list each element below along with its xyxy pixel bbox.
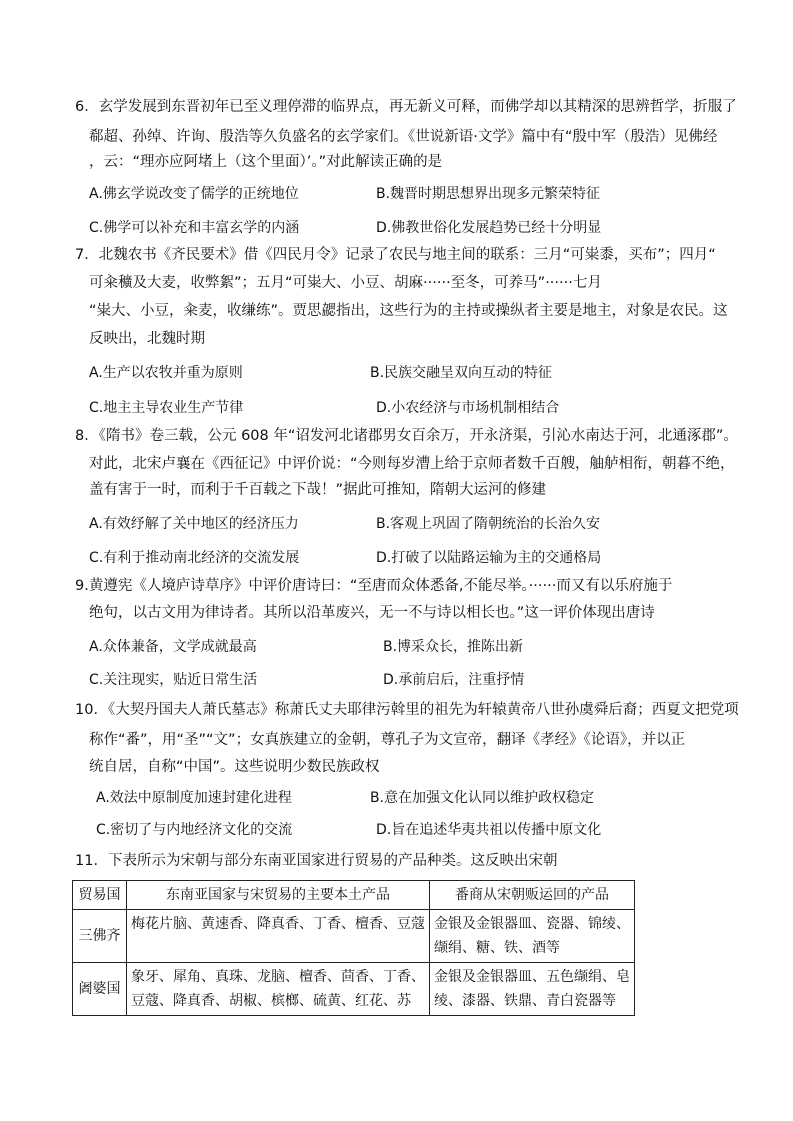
cell-text: 缬绢、糖、铁、酒等 — [434, 940, 560, 956]
cell-text: 梅花片脑、黄速香、降真香、丁香、檀香、豆蔻 — [131, 916, 425, 932]
q9-line-2: 绝句，以古文用为律诗者。其所以沿革废兴，无一不与诗以相长也。”这一评价体现出唐诗 — [89, 605, 655, 621]
q7-option-c[interactable]: C.地主主导农业生产节律 — [89, 400, 244, 416]
local-products-cell — [127, 910, 430, 963]
q7-option-b[interactable]: B.民族交融呈双向互动的特征 — [370, 365, 553, 381]
q7-line-4: 反映出，北魏时期 — [89, 331, 205, 347]
q10-line-2: 称作“番”，用“圣”“文”；女真族建立的金朝，尊孔子为文宣帝，翻译《孝经》《论语》，并以正 — [89, 732, 686, 748]
cell-text: 金银及金银器皿、瓷器、锦绫、 — [434, 916, 630, 932]
q6-option-a[interactable]: A.佛玄学说改变了儒学的正统地位 — [89, 186, 299, 202]
q7-option-d[interactable]: D.小农经济与市场机制相结合 — [376, 400, 560, 416]
q6-option-b[interactable]: B.魏晋时期思想界出现多元繁荣特征 — [376, 186, 601, 202]
q9-line-1: 9.黄遵宪《人境庐诗草序》中评价唐诗曰：“至唐而众体悉备,不能尽举。······而又有以乐府施于 — [75, 578, 673, 594]
local-products-cell — [127, 963, 430, 1016]
q8-line-3: 盖有害于一时，而利于千百载之下哉！”据此可推知，隋朝大运河的修建 — [89, 482, 547, 498]
trade-table — [72, 880, 635, 1016]
cell-text: 金银及金银器皿、五色缬绢、皂 — [434, 969, 630, 985]
table-row — [73, 910, 635, 963]
q10-line-3: 统自居，自称“中国”。这些说明少数民族政权 — [89, 759, 380, 775]
cell-text: 象牙、犀角、真珠、龙脑、檀香、茴香、丁香、 — [131, 969, 425, 985]
q8-line-1: 8．《隋书》卷三载，公元 608 年“诏发河北诸郡男女百余万，开永济渠，引沁水南达于河，北通涿郡”。 — [75, 428, 738, 444]
q9-option-a[interactable]: A.众体兼备，文学成就最高 — [89, 639, 257, 655]
country-cell: 三佛齐 — [73, 910, 127, 963]
q6-line-3: ，云：“理亦应阿堵上（这个里面）’。”对此解读正确的是 — [89, 154, 443, 170]
q6-line-1: 6．玄学发展到东晋初年已至义理停滞的临界点，再无新义可释，而佛学却以其精深的思辨哲学，折服了 — [75, 99, 737, 115]
q9-option-d[interactable]: D.承前启后，注重抒情 — [383, 672, 525, 688]
q8-option-d[interactable]: D.打破了以陆路运输为主的交通格局 — [376, 550, 602, 566]
q10-option-a[interactable]: A.效法中原制度加速封建化进程 — [96, 790, 292, 806]
imported-products-cell — [430, 910, 635, 963]
imported-products-cell — [430, 963, 635, 1016]
cell-text: 绫、漆器、铁鼎、青白瓷器等 — [434, 993, 616, 1009]
q8-line-2: 对此，北宋卢襄在《西征记》中评价说：“今则每岁漕上给于京师者数千百艘，舳舻相衔，朝暮不绝， — [89, 456, 735, 472]
q8-option-b[interactable]: B.客观上巩固了隋朝统治的长治久安 — [376, 516, 601, 532]
q7-line-1: 7．北魏农书《齐民要术》借《四民月令》记录了农民与地主间的联系：三月“可粜黍，买布”；四月“ — [75, 247, 716, 263]
q10-line-1: 10．《大契丹国夫人萧氏墓志》称萧氏丈夫耶律污斡里的祖先为轩辕黄帝八世孙虞舜后裔；西夏文把党项 — [75, 702, 739, 718]
q9-option-c[interactable]: C.关注现实，贴近日常生活 — [89, 672, 258, 688]
q6-option-c[interactable]: C.佛学可以补充和丰富玄学的内涵 — [89, 220, 300, 236]
q10-option-c[interactable]: C.密切了与内地经济文化的交流 — [96, 822, 293, 838]
q11-line-1: 11．下表所示为宋朝与部分东南亚国家进行贸易的产品种类。这反映出宋朝 — [75, 853, 558, 869]
q8-option-c[interactable]: C.有利于推动南北经济的交流发展 — [89, 550, 300, 566]
cell-text: 豆蔻、降真香、胡椒、槟榔、硫黄、红花、苏 — [131, 993, 411, 1009]
table-header-cell: 东南亚国家与宋贸易的主要本土产品 — [127, 881, 430, 910]
q6-option-d[interactable]: D.佛教世俗化发展趋势已经十分明显 — [376, 220, 602, 236]
q10-option-d[interactable]: D.旨在追述华夷共祖以传播中原文化 — [376, 822, 602, 838]
q7-line-2: 可籴穬及大麦，收弊絮”；五月“可粜大、小豆、胡麻······至冬，可养马”······七月 — [89, 275, 602, 291]
q7-line-3: “粜大、小豆，籴麦，收缣练”。贾思勰指出，这些行为的主持或操纵者主要是地主，对象是农民。这 — [89, 303, 728, 319]
table-row — [73, 963, 635, 1016]
q10-option-b[interactable]: B.意在加强文化认同以维护政权稳定 — [370, 790, 595, 806]
table-header-cell: 番商从宋朝贩运回的产品 — [430, 881, 635, 910]
table-header-row — [73, 881, 635, 910]
country-cell: 阇婆国 — [73, 963, 127, 1016]
q6-line-2: 郗超、孙绰、许询、殷浩等久负盛名的玄学家们。《世说新语·文学》篇中有“殷中军（殷浩）见佛经 — [89, 129, 718, 145]
q7-option-a[interactable]: A.生产以农牧并重为原则 — [89, 365, 243, 381]
table-header-cell: 贸易国 — [73, 881, 127, 910]
q8-option-a[interactable]: A.有效纾解了关中地区的经济压力 — [89, 516, 299, 532]
q9-option-b[interactable]: B.博采众长，推陈出新 — [383, 639, 524, 655]
